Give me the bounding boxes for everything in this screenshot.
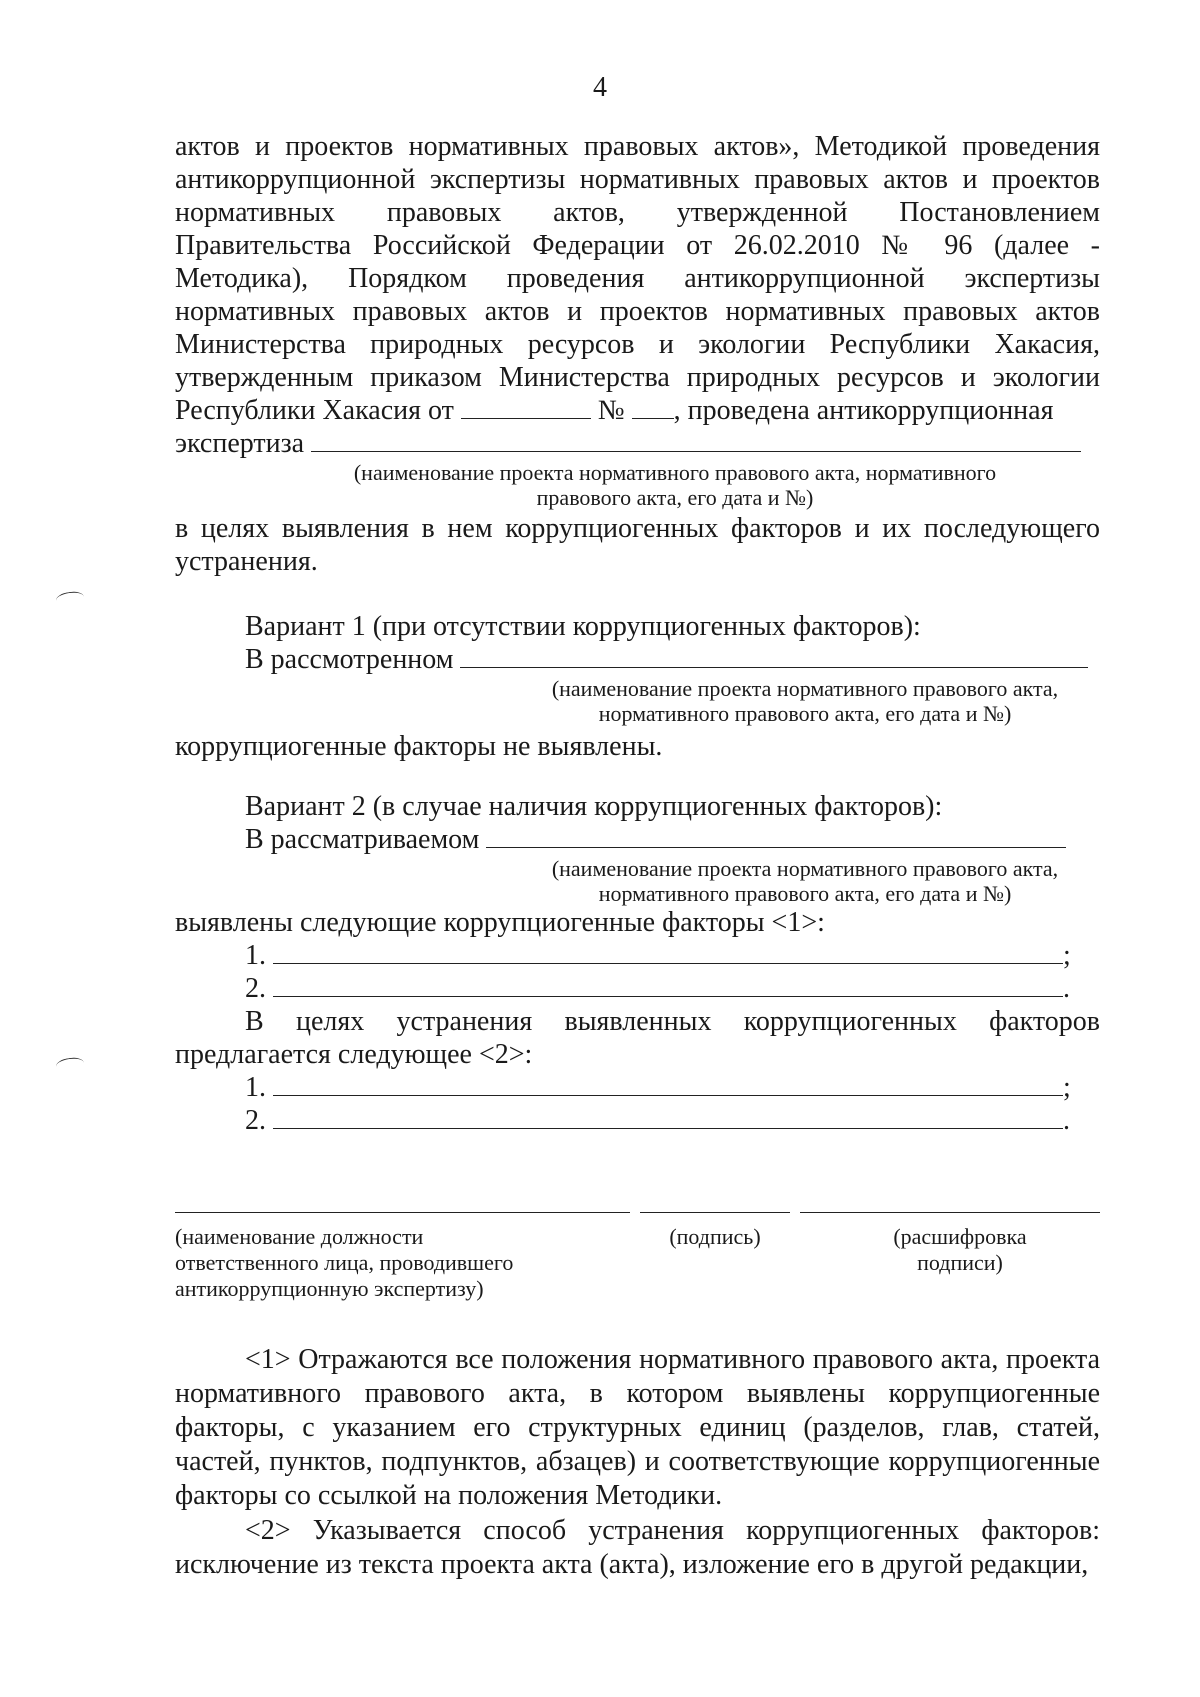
item-number: 1.	[245, 1072, 266, 1103]
caption-line: правового акта, его дата и №)	[536, 485, 814, 510]
proposal-blank	[273, 1071, 1063, 1096]
variant1-heading: Вариант 1 (при отсутствии коррупциогенных факторов):	[245, 611, 921, 642]
caption-line: (наименование проекта нормативного правового акта,	[551, 676, 1059, 701]
act-name-blank	[311, 427, 1081, 452]
act-name-blank	[486, 823, 1066, 848]
text-line: утвержденным приказом Министерства природных ресурсов и экологии	[175, 362, 1100, 393]
proposal-blank	[273, 1104, 1063, 1129]
text-fragment: экспертиза	[175, 428, 305, 459]
variant2-lead-line	[175, 823, 1100, 856]
position-caption: (наименование должности ответственного лица, проводившего антикоррупционную экспертизу)	[175, 1224, 514, 1301]
item-punct: .	[1063, 1105, 1070, 1136]
item-punct: ;	[1063, 1072, 1071, 1103]
text-line: антикоррупционной экспертизы нормативных правовых актов и проектов	[175, 164, 1100, 195]
intro-paragraph	[175, 130, 1100, 578]
text-line: Правительства Российской Федерации от 26.02.2010 № 96 (далее -	[175, 230, 1100, 261]
factor-item	[175, 939, 1100, 972]
text-line: Методика), Порядком проведения антикоррупционной экспертизы	[175, 263, 1100, 294]
text-line: нормативных правовых актов и проектов нормативных правовых актов	[175, 296, 1100, 327]
proposal-line: В целях устранения выявленных коррупциогенных факторов	[245, 1006, 1100, 1037]
decode-caption: (расшифровка подписи)	[893, 1224, 1027, 1275]
item-number: 2.	[245, 973, 266, 1004]
act-name-blank	[460, 643, 1088, 668]
text-line: актов и проектов нормативных правовых актов», Методикой проведения	[175, 131, 1100, 162]
number-blank	[632, 394, 674, 419]
item-punct: .	[1063, 973, 1070, 1004]
date-blank	[461, 394, 591, 419]
punch-mark	[55, 1056, 85, 1073]
item-number: 2.	[245, 1105, 266, 1136]
blank-caption	[515, 856, 1095, 906]
text-fragment: В рассматриваемом	[245, 824, 480, 855]
blank-caption	[515, 676, 1095, 726]
sign-signature-line	[640, 1212, 790, 1213]
text-line: нормативных правовых актов, утвержденной Постановлением	[175, 197, 1100, 228]
punch-mark	[55, 590, 85, 607]
variant2-section	[175, 790, 1100, 1137]
caption-line: нормативного правового акта, его дата и №)	[598, 701, 1012, 726]
variant1-lead-line	[175, 643, 1100, 676]
factor-blank	[273, 972, 1063, 997]
proposal-item	[175, 1071, 1100, 1104]
item-punct: ;	[1063, 940, 1071, 971]
text-fragment: В рассмотренном	[245, 644, 454, 675]
item-number: 1.	[245, 940, 266, 971]
footnote-2: <2> Указывается способ устранения коррупциогенных факторов: исключение из текста проекта акта (акта), изложение его в другой редакции,	[175, 1515, 1100, 1580]
caption-line: (наименование проекта нормативного правового акта, нормативного	[353, 460, 997, 485]
footnote-1: <1> Отражаются все положения нормативного правового акта, проекта нормативного правового акта, в котором выявлены коррупциогенные факторы, с указанием его структурных единиц (разделов, глав, статей, частей, пунктов, подпунктов, абзацев) и соответствующие коррупциогенные факторы со ссылкой на положения Методики.	[175, 1344, 1100, 1511]
decode-signature-line	[800, 1212, 1100, 1213]
text-line: в целях выявления в нем коррупциогенных факторов и их последующего	[175, 513, 1100, 544]
text-fragment: Республики Хакасия от	[175, 395, 454, 426]
sign-caption: (подпись)	[669, 1224, 761, 1249]
blank-caption	[275, 460, 1075, 510]
text-line: устранения.	[175, 546, 318, 577]
date-number-line	[175, 394, 1100, 427]
expertise-line	[175, 427, 1100, 460]
proposal-line: предлагается следующее <2>:	[175, 1039, 533, 1070]
variant1-result: коррупциогенные факторы не выявлены.	[175, 731, 663, 762]
caption-line: (наименование проекта нормативного правового акта,	[551, 856, 1059, 881]
factor-item	[175, 972, 1100, 1005]
text-fragment: , проведена антикоррупционная	[673, 395, 1054, 426]
caption-line: нормативного правового акта, его дата и №)	[598, 881, 1012, 906]
page-number: 4	[593, 72, 607, 103]
variant2-heading: Вариант 2 (в случае наличия коррупциогенных факторов):	[245, 791, 943, 822]
factors-found-line: выявлены следующие коррупциогенные факторы <1>:	[175, 907, 825, 938]
proposal-item	[175, 1104, 1100, 1137]
variant1-section	[175, 610, 1100, 763]
position-signature-line	[175, 1212, 630, 1213]
text-line: Министерства природных ресурсов и экологии Республики Хакасия,	[175, 329, 1100, 360]
factor-blank	[273, 939, 1063, 964]
text-fragment: №	[597, 395, 625, 426]
